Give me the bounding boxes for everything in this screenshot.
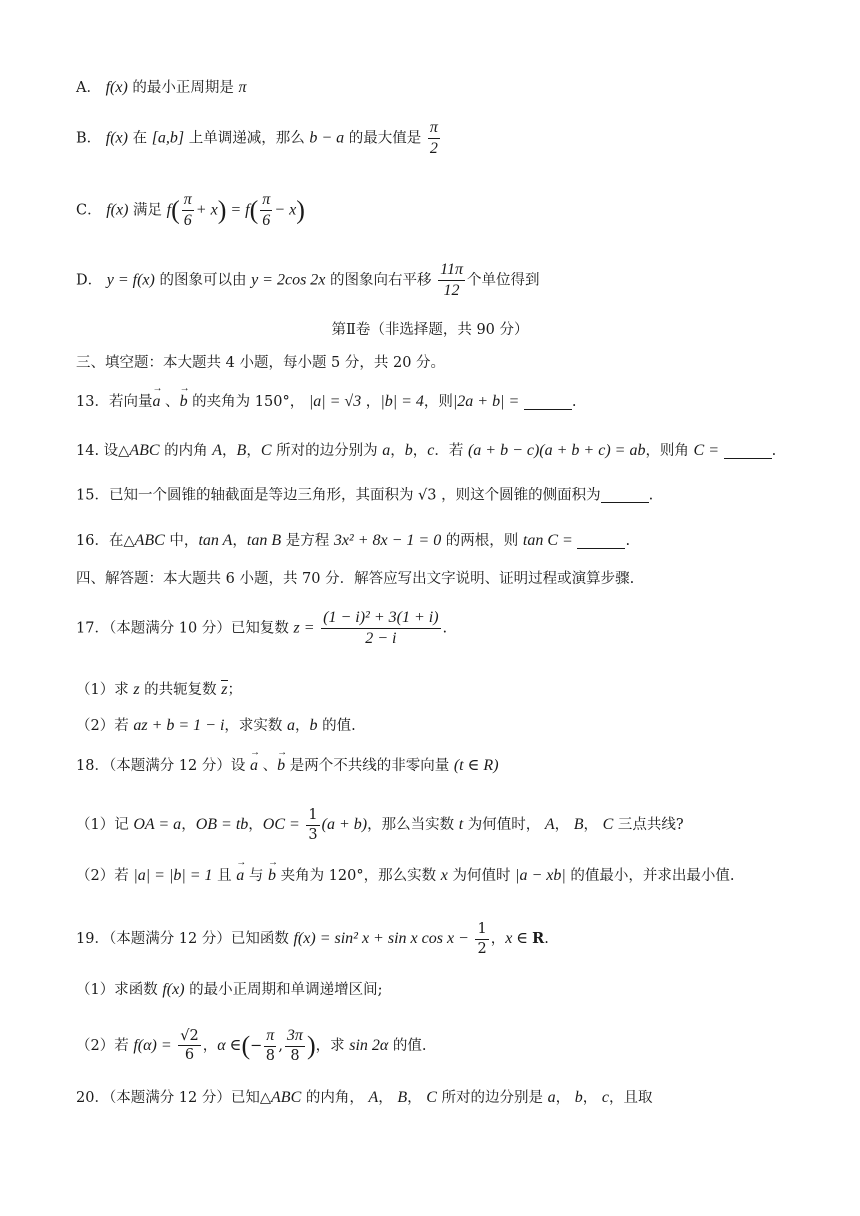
answer-blank — [577, 534, 625, 549]
question-17-part-2: （2）若 az + b = 1 − i，求实数 a，b 的值. — [76, 717, 356, 734]
option-b: B． f(x) 在 [a,b] 上单调递减，那么 b − a 的最大值是 $\frac{\pi}{2}$ — [76, 119, 438, 157]
question-15: 15．已知一个圆锥的轴截面是等边三角形，其面积为 √3 ，则这个圆锥的侧面积为 . — [76, 487, 654, 504]
fraction: $\frac{3\pi}{8}$ — [286, 1027, 303, 1064]
question-14: 14. 设△ABC 的内角 A，B，C 所对的边分别为 a，b，c．若 (a + b − c)(a + b + c) = ab，则角 C = . — [76, 442, 777, 459]
question-18-part-1: （1）记 OA = a，OB = tb，OC = $\frac{1}{3}$ (a + b)，那么当实数 t 为何值时， A， B， C 三点共线? — [76, 807, 684, 843]
question-19: 19．（本题满分 12 分）已知函数 f(x) = sin² x + sin x cos x − $\frac{1}{2}$ ，x ∈ R. — [76, 921, 549, 957]
question-16: 16．在△ABC 中，tan A，tan B 是方程 3x² + 8x − 1 = 0 的两根，则 tan C = . — [76, 532, 631, 549]
fraction: $\frac{1}{3}$ — [308, 807, 318, 843]
answer-blank — [724, 444, 772, 459]
section-heading: 第Ⅱ卷（非选择题，共 90 分） — [331, 322, 529, 338]
question-18: 18．（本题满分 12 分）设 → a 、→ b 是两个不共线的非零向量 (t ∈ R) — [76, 758, 499, 774]
fraction: $\frac{1}{2}$ — [477, 921, 487, 957]
option-c: C． f(x) 满足 f( $\frac{\pi}{6}$ + x) = f( $\frac{\pi}{6}$ − x) — [76, 191, 305, 229]
part-three-heading: 三、填空题：本大题共 4 小题，每小题 5 分，共 20 分。 — [76, 355, 446, 371]
fraction: $\frac{\pi}{6}$ — [183, 191, 192, 229]
question-19-part-1: （1）求函数 f(x) 的最小正周期和单调递增区间; — [76, 981, 383, 998]
option-d: D． y = f(x) 的图象可以由 y = 2cos 2x 的图象向右平移 $\frac{11\pi}{12}$ 个单位得到 — [76, 261, 540, 299]
answer-blank — [601, 488, 649, 503]
fraction: $\frac{√2}{6}$ — [180, 1027, 199, 1064]
part-four-heading: 四、解答题：本大题共 6 小题，共 70 分．解答应写出文字说明、证明过程或演算步骤. — [76, 571, 635, 587]
question-19-part-2: （2）若 f(α) = $\frac{√2}{6}$ ，α ∈(− $\frac{\pi}{8}$ , $\frac{3\pi}{8}$ )，求 sin 2α 的值. — [76, 1027, 427, 1064]
question-13: 13．若向量→ a 、→ b 的夹角为 150°， |a| = √3 ，|b| = 4，则|2a + b| = . — [76, 394, 577, 410]
fraction: $\frac{11\pi}{12}$ — [440, 261, 463, 299]
fraction: $\frac{\pi}{6}$ — [262, 191, 271, 229]
answer-blank — [524, 395, 572, 410]
option-a: A． f(x) 的最小正周期是 π — [76, 79, 247, 96]
question-18-part-2: （2）若 |a| = |b| = 1 且 → a 与 → b 夹角为 120°，那么实数 x 为何值时 |a − xb| 的值最小，并求出最小值. — [76, 868, 734, 884]
question-17: 17．（本题满分 10 分）已知复数 z = $\frac{\text{(1 − i)² + 3(1 + i)}}{2 - i}$ . — [76, 609, 448, 647]
question-20: 20．（本题满分 12 分）已知△ABC 的内角， A， B， C 所对的边分别是 a， b， c，且取 — [76, 1089, 653, 1106]
fraction: $\frac{\text{(1 − i)² + 3(1 + i)}}{2 - i}$ — [323, 609, 439, 647]
fraction: $\frac{\pi}{2}$ — [429, 119, 438, 157]
fraction: $\frac{\pi}{8}$ — [265, 1027, 275, 1064]
question-17-part-1: （1）求 z 的共轭复数 z； — [76, 681, 243, 698]
